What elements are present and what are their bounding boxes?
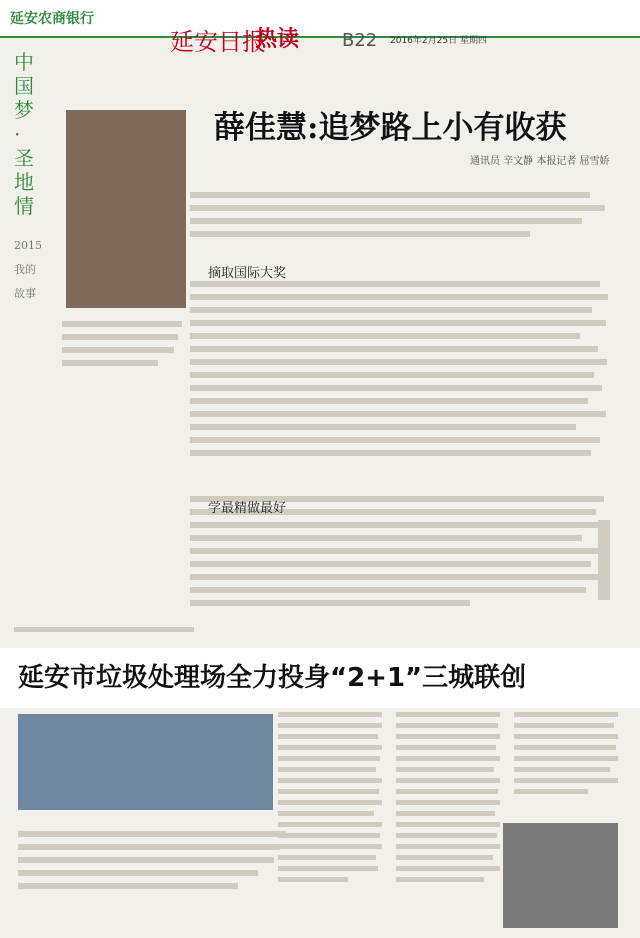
page-number: B22 [342,30,378,51]
section-label: 热读 [255,27,300,52]
article-body [190,185,610,641]
subhead: 学最精做最好 [208,501,287,516]
column [396,706,500,921]
motto-char: 情 [14,194,34,218]
column [278,706,382,921]
series-title: 2015我的故事 [14,239,42,300]
subhead: 摘取国际大奖 [208,266,287,281]
motto-char: 中 [14,50,34,74]
portrait-photo [66,110,186,308]
lower-headline: 延安市垃圾处理场全力投身“2+1”三城联创 [18,663,527,693]
motto-char: 地 [14,170,34,194]
footnote [14,623,214,636]
masthead: 延安日报 [170,28,266,56]
date-line: 2016年2月25日 星期四 [390,36,487,46]
landfill-photo [18,714,273,810]
bank-name: 延安农商银行 [10,11,94,27]
motto-char: 梦 [14,98,34,122]
photo-caption [62,314,187,373]
article-headline: 薛佳慧:追梦路上小有收获 [214,110,567,146]
lower-banner [0,648,640,708]
bulldozer-photo [503,823,618,928]
motto-char: 圣 [14,146,34,170]
top-bar [0,0,640,56]
byline: 通讯员 辛文静 本报记者 屈雪娇 [470,156,610,167]
landfill-caption [18,824,288,896]
motto-char: 国 [14,74,34,98]
side-note [598,520,612,610]
side-motto [14,50,42,330]
motto-char: · [14,122,21,146]
column [514,706,618,816]
